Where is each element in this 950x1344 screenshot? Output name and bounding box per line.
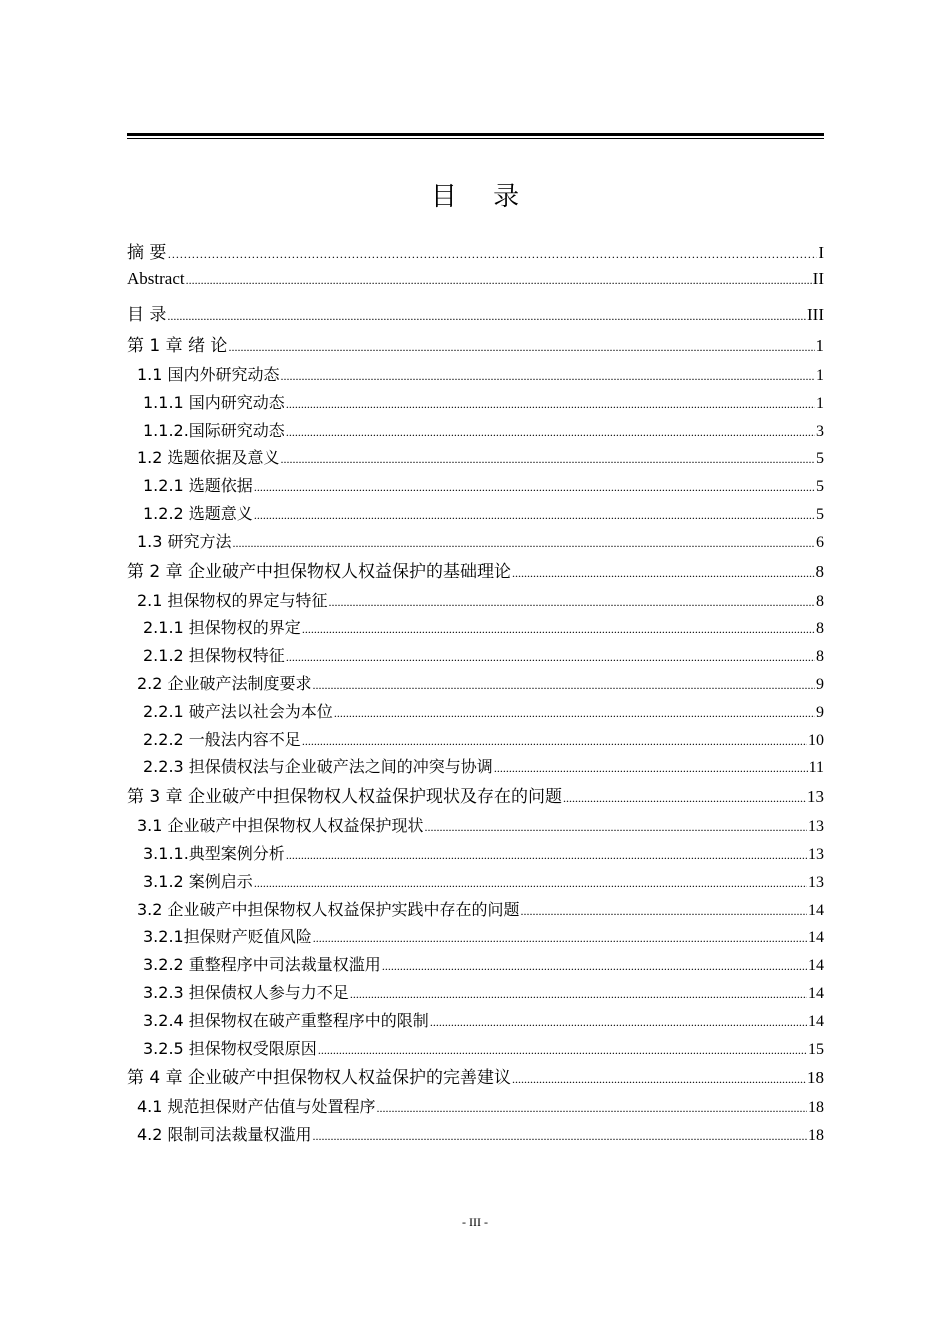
toc-dot-leader: [281, 452, 815, 467]
toc-entry-label: 3.2.5 担保物权受限原因: [143, 1038, 317, 1058]
toc-dot-leader: [512, 1072, 806, 1087]
toc-entry-label: 4.1 规范担保财产估值与处置程序: [137, 1097, 376, 1117]
toc-entry-label: 3.2.3 担保债权人参与力不足: [143, 982, 349, 1002]
toc-entry-label: 1.1 国内外研究动态: [137, 365, 280, 384]
toc-entry-page-number: 9: [816, 675, 824, 693]
toc-entry-page-number: 13: [808, 818, 824, 836]
toc-entry-page-number: 11: [808, 759, 824, 777]
toc-entry-page-number: 1: [815, 336, 824, 355]
toc-entry[interactable]: [127, 529, 824, 557]
table-of-contents: [127, 238, 824, 1150]
toc-entry-page-number: 8: [816, 648, 824, 666]
toc-entry-label: 4.2 限制司法裁量权滥用: [137, 1125, 312, 1145]
toc-dot-leader: [430, 1015, 807, 1030]
toc-entry-page-number: 8: [816, 620, 824, 638]
toc-entry-label: 摘 要: [127, 243, 167, 263]
toc-entry-label: 目 录: [127, 305, 167, 325]
toc-dot-leader: [494, 761, 808, 776]
page-title: 目 录: [430, 182, 534, 212]
toc-entry[interactable]: [127, 643, 824, 671]
toc-entry[interactable]: [127, 473, 824, 501]
toc-entry-label: 2.2.2 一般法内容不足: [143, 729, 301, 749]
toc-dot-leader: [286, 397, 815, 412]
toc-entry-label: 2.2.1 破产法以社会为本位: [143, 701, 333, 721]
toc-entry-page-number: 5: [816, 478, 824, 496]
toc-dot-leader: [286, 848, 807, 863]
toc-entry-label: 2.2.3 担保债权法与企业破产法之间的冲突与协调: [143, 757, 493, 777]
toc-entry[interactable]: [127, 924, 824, 952]
toc-dot-leader: [313, 931, 807, 946]
toc-entry-page-number: 5: [816, 505, 824, 523]
toc-dot-leader: [281, 369, 815, 384]
toc-dot-leader: [228, 340, 814, 355]
toc-dot-leader: [512, 566, 814, 581]
toc-entry-label: 3.1.2 案例启示: [143, 871, 253, 891]
toc-dot-leader: [302, 622, 815, 637]
toc-dot-leader: [302, 734, 807, 749]
toc-entry[interactable]: [127, 754, 824, 782]
toc-dot-leader: [167, 247, 817, 262]
toc-entry-label: 第 4 章 企业破产中担保物权人权益保护的完善建议: [127, 1068, 512, 1089]
toc-entry-page-number: 1: [816, 367, 824, 384]
toc-dot-leader: [350, 987, 807, 1002]
toc-entry[interactable]: [127, 390, 824, 418]
toc-entry[interactable]: [127, 1063, 824, 1094]
toc-entry[interactable]: [127, 897, 824, 925]
toc-entry-label: 1.1.1 国内研究动态: [143, 392, 285, 412]
toc-entry[interactable]: [127, 588, 824, 616]
toc-entry-label: 2.1.2 担保物权特征: [143, 646, 285, 666]
toc-entry-page-number: 15: [808, 1040, 824, 1058]
toc-entry[interactable]: [127, 813, 824, 841]
toc-entry-label: 第 2 章 企业破产中担保物权人权益保护的基础理论: [127, 561, 512, 582]
toc-entry-page-number: 3: [816, 422, 824, 440]
toc-entry-label: 第 3 章 企业破产中担保物权人权益保护现状及存在的问题: [127, 787, 563, 808]
toc-entry-page-number: 14: [808, 929, 824, 947]
toc-entry[interactable]: [127, 952, 824, 980]
toc-entry-label: 3.2.4 担保物权在破产重整程序中的限制: [143, 1010, 429, 1030]
toc-dot-leader: [286, 425, 815, 440]
toc-entry-page-number: 14: [808, 901, 824, 919]
toc-dot-leader: [167, 309, 806, 324]
toc-dot-leader: [382, 959, 807, 974]
toc-entry[interactable]: [127, 362, 824, 390]
toc-entry-page-number: 18: [808, 1099, 824, 1117]
toc-entry-page-number: 8: [815, 561, 824, 581]
toc-entry[interactable]: [127, 445, 824, 473]
toc-entry-label: 2.1 担保物权的界定与特征: [137, 590, 328, 610]
toc-entry-label: 3.1 企业破产中担保物权人权益保护现状: [137, 816, 424, 836]
toc-entry-page-number: 14: [808, 1012, 824, 1030]
toc-entry-page-number: 8: [816, 592, 824, 610]
toc-dot-leader: [425, 820, 807, 835]
toc-entry-page-number: 13: [807, 787, 824, 807]
toc-entry[interactable]: [127, 699, 824, 727]
toc-dot-leader: [286, 650, 815, 665]
toc-dot-leader: [233, 536, 815, 551]
toc-entry[interactable]: [127, 1094, 824, 1122]
toc-entry-page-number: I: [818, 243, 824, 262]
toc-entry-page-number: 6: [816, 533, 824, 551]
toc-entry-label: 3.1.1.典型案例分析: [143, 843, 285, 863]
toc-entry[interactable]: [127, 331, 824, 362]
toc-entry[interactable]: [127, 557, 824, 588]
toc-dot-leader: [254, 508, 815, 523]
toc-dot-leader: [186, 273, 812, 288]
toc-entry[interactable]: [127, 238, 824, 269]
header-double-rule: [127, 133, 824, 139]
toc-entry[interactable]: [127, 782, 824, 813]
toc-entry-label: 1.2.1 选题依据: [143, 476, 253, 496]
toc-entry-label: 1.2.2 选题意义: [143, 503, 253, 523]
toc-dot-leader: [318, 1043, 807, 1058]
toc-dot-leader: [313, 678, 815, 693]
toc-entry-page-number: 10: [808, 731, 824, 749]
toc-dot-leader: [521, 904, 807, 919]
toc-entry-label: 2.2 企业破产法制度要求: [137, 673, 312, 693]
toc-entry-label: 3.2 企业破产中担保物权人权益保护实践中存在的问题: [137, 899, 520, 919]
toc-entry-page-number: 18: [808, 1127, 824, 1145]
toc-entry[interactable]: [127, 727, 824, 755]
toc-entry-label: 2.1.1 担保物权的界定: [143, 618, 301, 638]
toc-entry-label: 1.2 选题依据及意义: [137, 448, 280, 468]
toc-entry[interactable]: [127, 418, 824, 446]
toc-dot-leader: [563, 791, 806, 806]
toc-entry-page-number: II: [812, 269, 824, 288]
toc-entry-label: 1.3 研究方法: [137, 531, 232, 551]
toc-entry-page-number: 14: [808, 984, 824, 1002]
toc-entry-page-number: 18: [807, 1068, 824, 1088]
toc-entry-page-number: 14: [808, 957, 824, 975]
toc-entry[interactable]: [127, 980, 824, 1008]
toc-entry-label: 第 1 章 绪 论: [127, 336, 228, 356]
toc-dot-leader: [377, 1101, 807, 1116]
toc-entry[interactable]: [127, 869, 824, 897]
toc-entry[interactable]: [127, 501, 824, 529]
toc-entry-page-number: 1: [816, 394, 824, 412]
toc-dot-leader: [254, 876, 807, 891]
toc-entry[interactable]: [127, 300, 824, 331]
toc-entry[interactable]: [127, 1036, 824, 1064]
toc-dot-leader: [313, 1129, 807, 1144]
toc-entry-page-number: 13: [808, 845, 824, 863]
toc-entry-label: Abstract: [127, 269, 185, 288]
toc-entry-label: 1.1.2.国际研究动态: [143, 420, 285, 440]
toc-entry[interactable]: [127, 1122, 824, 1150]
toc-entry[interactable]: [127, 841, 824, 869]
toc-entry[interactable]: [127, 269, 824, 300]
toc-entry[interactable]: [127, 615, 824, 643]
toc-entry[interactable]: [127, 1008, 824, 1036]
toc-entry-page-number: 13: [808, 873, 824, 891]
toc-dot-leader: [329, 595, 815, 610]
toc-entry-label: 3.2.2 重整程序中司法裁量权滥用: [143, 955, 381, 975]
toc-entry-page-number: III: [807, 305, 824, 324]
page-number-footer: - III -: [462, 1215, 488, 1229]
toc-entry-page-number: 9: [816, 703, 824, 721]
toc-dot-leader: [254, 480, 815, 495]
toc-dot-leader: [334, 706, 815, 721]
toc-entry[interactable]: [127, 671, 824, 699]
toc-entry-label: 3.2.1担保财产贬值风险: [143, 927, 312, 947]
toc-entry-page-number: 5: [816, 450, 824, 468]
